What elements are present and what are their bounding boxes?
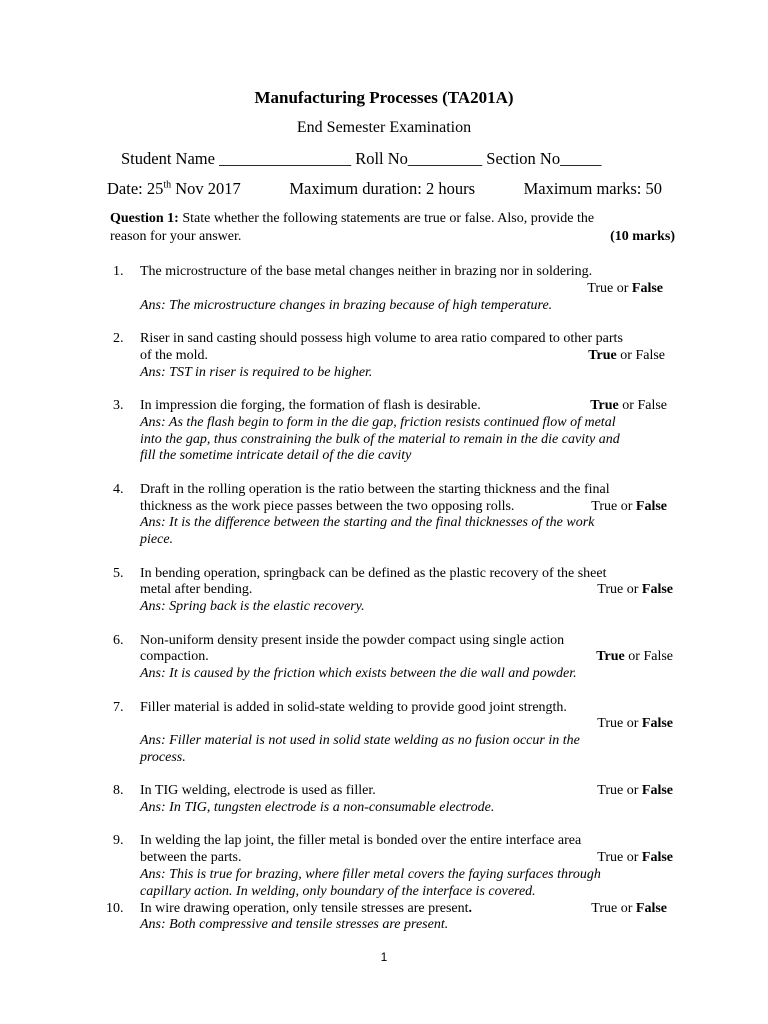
exam-duration: Maximum duration: 2 hours	[289, 179, 475, 198]
list-item: 9. In welding the lap joint, the filler metal is bonded over the entire interface area between the parts. True or False Ans: This is true for brazing, where filler metal covers the faying surfaces through capillary action. In welding, only boundary of the interface is covered.	[113, 833, 673, 899]
question-items	[106, 264, 675, 951]
list-item: 8. In TIG welding, electrode is used as filler. True or False Ans: In TIG, tungsten electrode is a non-consumable electrode.	[113, 783, 673, 816]
answer-choice: True or False	[597, 716, 673, 732]
page-title: Manufacturing Processes (TA201A)	[254, 88, 514, 107]
answer-choice: True or False	[591, 900, 667, 916]
list-item: 5. In bending operation, springback can be defined as the plastic recovery of the sheet metal after bending. True or False Ans: Spring back is the elastic recovery.	[113, 565, 673, 615]
answer-choice: True or False	[591, 498, 667, 514]
student-info-line: Student Name ________________ Roll No_________ Section No_____	[121, 149, 602, 168]
answer-choice: True or False	[597, 850, 673, 866]
exam-marks: Maximum marks: 50	[523, 179, 662, 198]
answer-choice: True or False	[597, 783, 673, 799]
list-item: 6. Non-uniform density present inside the powder compact using single action compaction. True or False Ans: It is caused by the friction which exists between the die wall and powder.	[113, 632, 673, 682]
answer-choice: True or False	[587, 280, 663, 296]
list-item: 2. Riser in sand casting should possess high volume to area ratio compared to other parts of the mold. True or False Ans: TST in riser is required to be higher.	[113, 331, 675, 381]
page-number: 1	[380, 950, 388, 964]
question-header: Question 1: State whether the following statements are true or false. Also, provide the reason for your answer. (10 marks)	[110, 211, 675, 244]
list-item: 4. Draft in the rolling operation is the ratio between the starting thickness and the final thickness as the work piece passes between the two opposing rolls. True or False Ans: It is the difference between the starting and the final thicknesses of the work piece.	[113, 482, 675, 549]
exam-meta-line	[107, 179, 662, 199]
answer-choice: True or False	[590, 397, 667, 413]
question-label: Question 1:	[110, 211, 179, 226]
list-item: 1. The microstructure of the base metal changes neither in brazing nor in soldering. True or False Ans: The microstructure changes in brazing because of high temperature.	[113, 264, 675, 314]
list-item: 7. Filler material is added in solid-state welding to provide good joint strength. True or False Ans: Filler material is not used in solid state welding as no fusion occur in the process.	[113, 699, 673, 765]
exam-date: Date: 25th Nov 2017	[107, 179, 241, 198]
list-item: 3. In impression die forging, the formation of flash is desirable. True or False Ans: As the flash begin to form in the die gap, friction resists continued flow of metal into the gap, thus constraining the bulk of the material to remain in the die cavity and fill the sometime intricate detail of the die cavity	[113, 398, 675, 465]
answer-choice: True or False	[596, 649, 673, 665]
exam-subtitle: End Semester Examination	[296, 119, 472, 136]
question-marks: (10 marks)	[610, 229, 675, 244]
answer-choice: True or False	[597, 582, 673, 598]
list-item: 10. In wire drawing operation, only tensile stresses are present. True or False Ans: Both compressive and tensile stresses are present.	[113, 901, 675, 935]
answer-choice: True or False	[588, 347, 665, 363]
